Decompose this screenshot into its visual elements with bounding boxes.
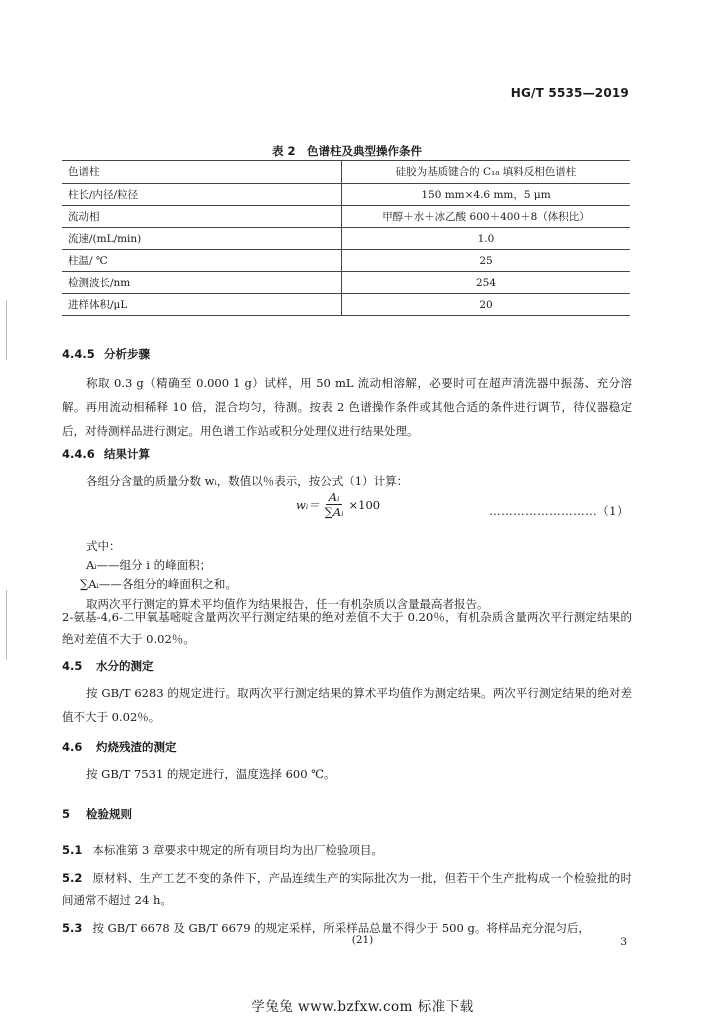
equation-number: ………………………（1） xyxy=(489,504,629,518)
table-cell-value: 20 xyxy=(342,294,631,316)
formula-1 xyxy=(296,490,380,519)
section-number: 4.6 xyxy=(62,740,83,754)
section-title: 水分的测定 xyxy=(96,659,154,673)
table-cell-value: 1.0 xyxy=(342,228,631,250)
page-number: 3 xyxy=(620,936,627,948)
table-row xyxy=(62,294,630,316)
table-row xyxy=(62,184,630,206)
table-cell-label: 流动相 xyxy=(62,206,342,228)
table-cell-label: 检测波长/nm xyxy=(62,272,342,294)
clause-text: 原材料、生产工艺不变的条件下，产品连续生产的实际批次为一批，但若干个生产批构成一个检验批的时间通常不超过 24 h。 xyxy=(62,871,632,907)
table-title: 表 2 色谱柱及典型操作条件 xyxy=(271,144,422,158)
section-heading-4-4-6 xyxy=(62,446,150,462)
formula-fraction xyxy=(322,490,347,519)
section-title: 灼烧残渣的测定 xyxy=(96,740,177,754)
clause-number: 5.2 xyxy=(62,871,83,885)
table-cell-label: 柱长/内径/粒径 xyxy=(62,184,342,206)
table-cell-label: 色谱柱 xyxy=(62,161,342,184)
precision-note: 2-氨基-4,6-二甲氧基嘧啶含量两次平行测定结果的绝对差值不大于 0.20％，有机杂质含量两次平行测定结果的绝对差值不大于 0.02％。 xyxy=(62,610,632,646)
table-row xyxy=(62,250,630,272)
section-heading-5 xyxy=(62,806,132,822)
definition-sum-ai: ∑Aᵢ——各组分的峰面积之和。 xyxy=(80,577,237,591)
table-cell-label: 流速/(mL/min) xyxy=(62,228,342,250)
clause-5-2 xyxy=(62,867,632,911)
calculation-intro: 各组分含量的质量分数 wᵢ，数值以％表示，按公式（1）计算： xyxy=(86,474,409,488)
table-cell-value: 25 xyxy=(342,250,631,272)
table-cell-value: 254 xyxy=(342,272,631,294)
clause-5-1 xyxy=(62,840,632,860)
page-number-middle: (21) xyxy=(351,934,374,946)
table-row xyxy=(62,228,630,250)
table-row xyxy=(62,272,630,294)
clause-text: 按 GB/T 6678 及 GB/T 6679 的规定采样，所采样品总量不得少于 500 g。将样品充分混匀后， xyxy=(92,921,590,935)
standard-code: HG/T 5535—2019 xyxy=(510,86,629,100)
section-title: 检验规则 xyxy=(86,807,133,821)
scan-edge-mark xyxy=(6,300,7,360)
report-note: 取两次平行测定的算术平均值作为结果报告，任一有机杂质以含量最高者报告。 xyxy=(86,597,489,611)
clause-text: 本标准第 3 章要求中规定的所有项目均为出厂检验项目。 xyxy=(92,843,383,857)
formula-rhs: ×100 xyxy=(348,497,381,512)
section-number: 4.4.5 xyxy=(62,347,95,361)
table-cell-label: 柱温/ ℃ xyxy=(62,250,342,272)
section-number: 5 xyxy=(62,807,71,821)
table-cell-value: 150 mm×4.6 mm，5 μm xyxy=(342,184,631,206)
footer-watermark-text: 学兔兔 www.bzfxw.com 标准下载 xyxy=(251,999,474,1015)
table-row xyxy=(62,161,630,184)
clause-number: 5.1 xyxy=(62,843,83,857)
table-row xyxy=(62,206,630,228)
table-cell-label: 进样体积/μL xyxy=(62,294,342,316)
section-heading-4-6 xyxy=(62,739,177,755)
section-heading-4-5 xyxy=(62,658,154,674)
table-cell-value: 硅胶为基质键合的 C₁₈ 填料反相色谱柱 xyxy=(342,161,631,184)
definition-ai: Aᵢ——组分 i 的峰面积； xyxy=(86,558,212,572)
table-cell-value: 甲醇＋水＋冰乙酸 600＋400＋8（体积比） xyxy=(342,206,631,228)
analysis-procedure-text: 称取 0.3 g（精确至 0.000 1 g）试样，用 50 mL 流动相溶解，必要时可在超声清洗器中振荡、充分溶解。再用流动相稀释 10 倍，混合均匀，待测。按表 2 色谱操作条件或其他合适的条件进行调节，待仪器稳定后，对待测样品进行测定。用色谱工作站或积分处理仪进行结果处理。 xyxy=(62,376,632,438)
section-title: 分析步骤 xyxy=(104,347,151,361)
scan-edge-mark xyxy=(6,590,7,660)
where-label: 式中： xyxy=(86,539,121,553)
section-number: 4.4.6 xyxy=(62,447,95,461)
clause-number: 5.3 xyxy=(62,921,83,935)
section-title: 结果计算 xyxy=(104,447,151,461)
chromatography-conditions-table xyxy=(62,160,630,316)
moisture-text: 按 GB/T 6283 的规定进行。取两次平行测定结果的算术平均值作为测定结果。两次平行测定结果的绝对差值不大于 0.02％。 xyxy=(62,686,632,724)
ignition-residue-text: 按 GB/T 7531 的规定进行，温度选择 600 ℃。 xyxy=(86,767,336,781)
formula-numerator: Aᵢ xyxy=(326,490,343,505)
section-heading-4-4-5 xyxy=(62,346,150,362)
formula-denominator: ∑Aᵢ xyxy=(324,505,344,519)
section-number: 4.5 xyxy=(62,659,83,673)
formula-lhs: wᵢ＝ xyxy=(296,497,320,512)
